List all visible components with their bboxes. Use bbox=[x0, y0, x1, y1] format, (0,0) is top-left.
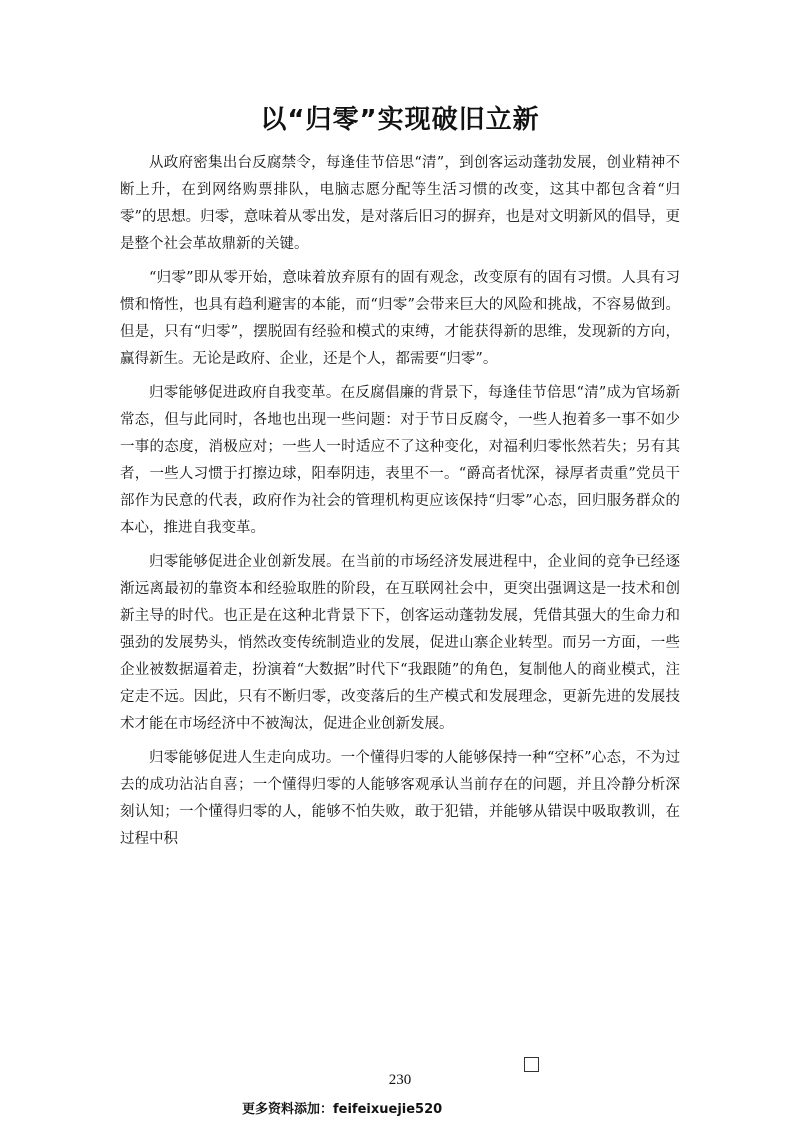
paragraph-definition: “归零”即从零开始，意味着放弃原有的固有观念，改变原有的固有习惯。人具有习惯和惰性，也具有趋利避害的本能，而“归零”会带来巨大的风险和挑战，不容易做到。但是，只有“归零”，摆脱固有经验和模式的束缚，才能获得新的思维，发现新的方向，赢得新生。无论是政府、企业，还是个人，都需要“归零”。 bbox=[120, 270, 680, 367]
document-title: 以“归零”实现破旧立新 bbox=[260, 105, 540, 135]
page-number: 230 bbox=[388, 1072, 412, 1088]
footer-note: 更多资料添加：feifeixuejie520 bbox=[242, 1102, 443, 1117]
paragraph-enterprise: 归零能够促进企业创新发展。在当前的市场经济发展进程中，企业间的竞争已经逐渐远离最初的靠资本和经验取胜的阶段，在互联网社会中，更突出强调这是一技术和创新主导的时代。也正是在这种北背景下下，创客运动蓬勃发展，凭借其强大的生命力和强劲的发展势头，悄然改变传统制造业的发展，促进山寨企业转型。而另一方面，一些企业被数据逼着走，扮演着“大数据”时代下“我跟随”的角色，复制他人的商业模式，注定走不远。因此，只有不断归零，改变落后的生产模式和发展理念，更新先进的发展技术才能在市场经济中不被淘汰，促进企业创新发展。 bbox=[120, 554, 680, 732]
paragraph-personal: 归零能够促进人生走向成功。一个懂得归零的人能够保持一种“空杯”心态，不为过去的成功沾沾自喜；一个懂得归零的人能够客观承认当前存在的问题，并且冷静分析深刻认知；一个懂得归零的人，能够不怕失败，敢于犯错，并能够从错误中吸取教训，在过程中积 bbox=[120, 750, 680, 847]
document-body bbox=[120, 150, 680, 860]
paragraph-government: 归零能够促进政府自我变革。在反腐倡廉的背景下，每逢佳节倍思“清”成为官场新常态，但与此同时，各地也出现一些问题：对于节日反腐令，一些人抱着多一事不如少一事的态度，消极应对；一些人一时适应不了这种变化，对福利归零怅然若失；另有其者，一些人习惯于打擦边球，阳奉阴违，表里不一。“爵高者忧深，禄厚者责重”党员干部作为民意的代表，政府作为社会的管理机构更应该保持“归零”心态，回归服务群众的本心，推进自我变革。 bbox=[120, 385, 680, 536]
paragraph-intro: 从政府密集出台反腐禁令，每逢佳节倍思“清”，到创客运动蓬勃发展，创业精神不断上升，在到网络购票排队，电脑志愿分配等生活习惯的改变，这其中都包含着“归零”的思想。归零，意味着从零出发，是对落后旧习的摒弃，也是对文明新风的倡导，更是整个社会革故鼎新的关键。 bbox=[120, 155, 680, 252]
